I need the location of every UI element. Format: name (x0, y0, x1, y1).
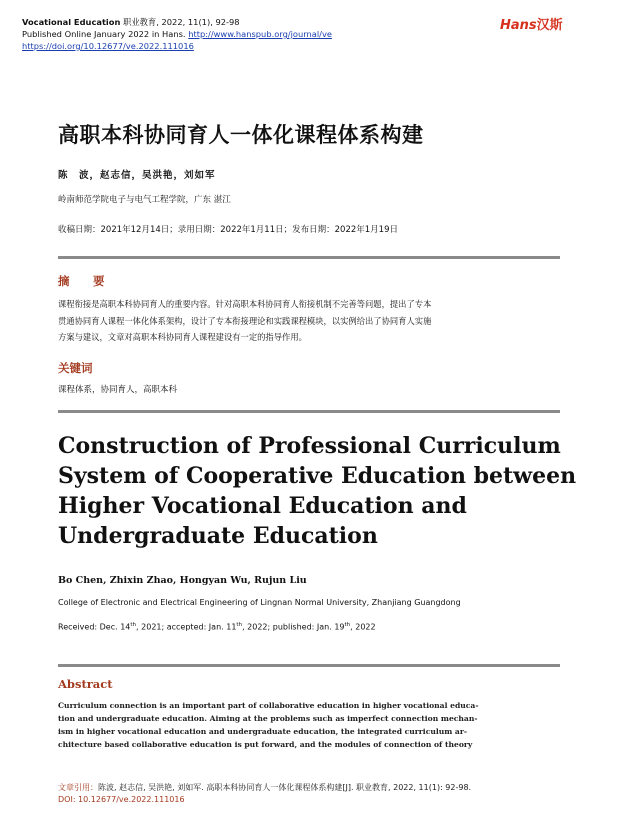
chinese-keywords: 课程体系，协同育人，高职本科 (58, 385, 178, 395)
abstract-line: chitecture based collaborative education is put forward, and the modules of connection of theory (58, 740, 473, 749)
title-line: Higher Vocational Education and (58, 493, 467, 519)
journal-name: Vocational Education (22, 17, 121, 27)
journal-url-link[interactable]: http://www.hanspub.org/journal/ve (188, 29, 332, 39)
english-title (58, 431, 578, 551)
english-affiliation: College of Electronic and Electrical Engineering of Lingnan Normal University, Zhanjiang Guangdong (58, 598, 461, 607)
chinese-title: 高职本科协同育人一体化课程体系构建 (58, 123, 424, 147)
english-dates: Received: Dec. 14th, 2021; accepted: Jan. 11th, 2022; published: Jan. 19th, 2022 (58, 622, 376, 632)
section-divider (58, 410, 560, 413)
abstract-line: Curriculum connection is an important part of collaborative education in higher vocational educa- (58, 701, 479, 710)
abstract-line: 方案与建议，文章对高职本科协同育人课程建设有一定的指导作用。 (58, 332, 307, 342)
citation-doi: DOI: 10.12677/ve.2022.111016 (58, 795, 185, 804)
abstract-line: 课程衔接是高职本科协同育人的重要内容。针对高职本科协同育人衔接机制不完善等问题，提出了专本 (58, 299, 432, 309)
section-divider (58, 256, 560, 259)
doi-url-link[interactable]: https://doi.org/10.12677/ve.2022.111016 (22, 41, 194, 51)
abstract-line: ism in higher vocational education and undergraduate education, the integrated curriculum ar- (58, 727, 467, 736)
published-online: Published Online January 2022 in Hans. (22, 29, 186, 39)
chinese-dates: 收稿日期：2021年12月14日；录用日期：2022年1月11日；发布日期：2022年1月19日 (58, 225, 398, 235)
chinese-abstract (58, 296, 563, 346)
title-line: Undergraduate Education (58, 523, 378, 549)
hans-logo: Hans汉斯 (500, 18, 563, 33)
chinese-affiliation: 岭南师范学院电子与电气工程学院，广东 湛江 (58, 195, 231, 205)
english-abstract-heading: Abstract (58, 677, 113, 691)
journal-header (22, 16, 332, 52)
chinese-authors: 陈 波，赵志信，吴洪艳，刘如军 (58, 170, 216, 181)
citation (58, 782, 471, 806)
chinese-abstract-heading: 摘 要 (58, 274, 111, 288)
citation-text: 陈波, 赵志信, 吴洪艳, 刘如军. 高职本科协同育人一体化课程体系构建[J]. 职业教育, 2022, 11(1): 92-98. (98, 783, 472, 792)
english-abstract (58, 699, 563, 751)
journal-cn-reference: 职业教育, 2022, 11(1), 92-98 (123, 17, 240, 27)
citation-label: 文章引用： (58, 783, 98, 792)
section-divider (58, 664, 560, 667)
abstract-line: 贯通协同育人课程一体化体系架构，设计了专本衔接理论和实践课程模块，以实例给出了协同育人实施 (58, 315, 432, 326)
title-line: System of Cooperative Education between (58, 463, 577, 489)
title-line: Construction of Professional Curriculum (58, 433, 561, 459)
chinese-keywords-heading: 关键词 (58, 361, 93, 375)
english-authors: Bo Chen, Zhixin Zhao, Hongyan Wu, Rujun Liu (58, 575, 307, 586)
abstract-line: tion and undergraduate education. Aiming at the problems such as imperfect connection mechan- (58, 714, 478, 723)
